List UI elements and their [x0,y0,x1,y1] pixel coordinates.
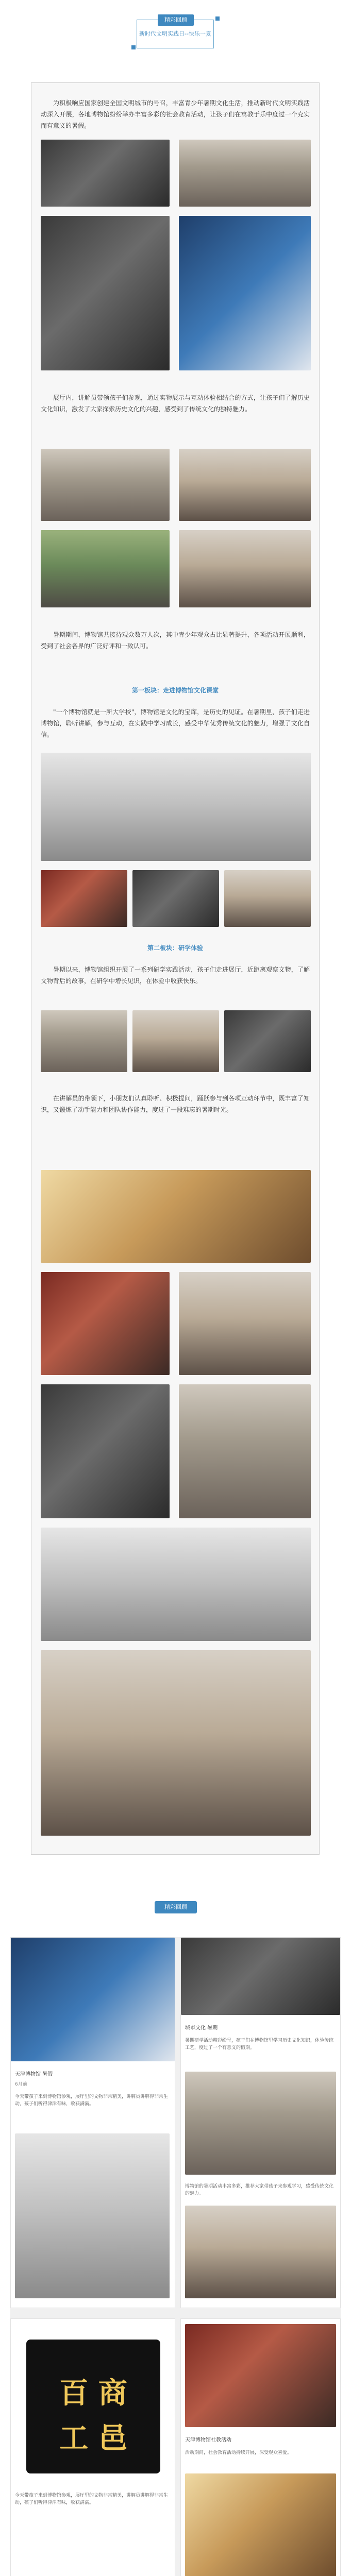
activity-photo [41,1384,170,1518]
social-post-card [180,1937,341,2308]
post-header [181,2432,340,2460]
header-title-box [137,16,214,48]
section-2-paragraph-block-2 [41,1093,310,1115]
post-photo [11,1938,175,2061]
post-text: 活动期间，社会教育活动持续开展，深受观众喜爱。 [185,2450,292,2455]
exhibit-photo [41,1170,311,1263]
exhibit-photo [41,216,170,370]
stats-paragraph-block [41,629,310,652]
intro-paragraph-2: 展厅内，讲解员带领孩子们参观，通过实物展示与互动体验相结合的方式，让孩子们了解历史文化知识，激发了大家探索历史文化的兴趣，感受到了传统文化的独特魅力。 [41,394,310,413]
activity-photo [179,449,311,521]
activity-photo [179,1384,311,1518]
post-title: 天津博物馆 暑假 [15,2072,53,2077]
section-1-paragraph: "一个博物馆就是一所大学校"，博物馆是文化的宝库，是历史的见证。在暑期里，孩子们走进博物馆，聆听讲解，参与互动，在实践中学习成长，感受中华优秀传统文化的魅力，增强了文化自信。 [41,708,310,738]
post-meta: 6月前 [15,2082,27,2087]
post-text: 博物馆的暑期活动丰富多彩，推荐大家带孩子来参观学习，感受传统文化的魅力。 [185,2184,334,2196]
post-photo [185,2072,336,2175]
post-title: 城市文化 暑期 [185,2025,218,2031]
section-2-paragraph-2: 在讲解员的带领下，小朋友们认真聆听、积极提问，踊跃参与到各项互动环节中，既丰富了知识，又锻炼了动手能力和团队协作能力，度过了一段难忘的暑期时光。 [41,1095,310,1113]
post-photo [181,1938,340,2015]
tour-photo [41,1010,127,1072]
activity-photo [179,530,311,607]
exhibit-photo [41,1528,311,1641]
group-photo [41,1650,311,1836]
header-tab: 精彩回顾 [158,14,194,26]
exhibit-photo [41,140,170,207]
activity-photo [224,870,311,927]
post-header [181,2020,340,2055]
activity-photo [41,530,170,607]
activity-photo [41,1272,170,1375]
exhibit-photo [179,140,311,207]
section-2-paragraph-block-1 [41,964,310,987]
section-1-paragraph-block [41,706,310,740]
section-2-title: 第二板块：研学体验 [147,944,203,952]
header-decoration [131,45,136,49]
content-inner [41,83,310,1854]
content-frame [31,82,320,1855]
post-text: 暑期研学活动精彩纷呈，孩子们在博物馆里学习历史文化知识，体验传统工艺，度过了一个有意义的假期。 [185,2038,334,2050]
section-1-title: 第一板块：走进博物馆文化课堂 [131,687,219,694]
brand-logo [26,2340,160,2473]
activity-photo [132,870,219,927]
social-post-card [180,2318,341,2576]
media-coverage-frame [10,1937,341,2576]
post-text: 今天带孩子来到博物馆参观，展厅里的文物非常精美，讲解员讲解得非常生动，孩子们听得津津有味，收获满满。 [15,2493,169,2505]
intro-paragraph-block [41,392,310,415]
intro-paragraph-1: 为积极响应国家创建全国文明城市的号召，丰富青少年暑期文化生活，推动新时代文明实践活动深入开展，各地博物馆纷纷举办丰富多彩的社会教育活动，让孩子们在寓教于乐中度过一个充实而有意义的暑假。 [41,99,310,129]
post-text: 今天带孩子来到博物馆参观，展厅里的文物非常精美，讲解员讲解得非常生动，孩子们听得津津有味，收获满满。 [15,2094,169,2107]
logo-line-2: 工 邑 [59,2421,127,2455]
activity-photo [41,449,170,521]
tour-photo [132,1010,219,1072]
post-photo [185,2324,336,2427]
activity-photo [41,870,127,927]
intro-paragraph-block [41,97,310,131]
group-photo [41,753,311,861]
social-post-card [10,2318,175,2576]
post-header [11,2066,175,2111]
post-photo [185,2473,336,2576]
activity-photo [179,1272,311,1375]
social-post-card [10,1937,175,2308]
stats-paragraph: 暑期期间，博物馆共接待观众数万人次，其中青少年观众占比显著提升，各项活动开展顺利，受到了社会各界的广泛好评和一致认可。 [41,631,310,650]
post-photo [185,2206,336,2298]
header-decoration [215,16,220,21]
section-ribbon: 精彩回顾 [155,1901,197,1913]
post-photo [15,2133,170,2298]
tour-photo [224,1010,311,1072]
post-title: 天津博物馆社教活动 [185,2437,231,2443]
section-2-paragraph-1: 暑期以来，博物馆组织开展了一系列研学实践活动，孩子们走进展厅，近距离观察文物，了解文物背后的故事，在研学中增长见识，在体验中收获快乐。 [41,966,310,985]
logo-line-1: 百 商 [59,2376,127,2410]
header [0,0,351,62]
exhibit-photo [179,216,311,370]
header-subtitle: 新时代文明实践日--快乐一夏 [139,30,211,37]
